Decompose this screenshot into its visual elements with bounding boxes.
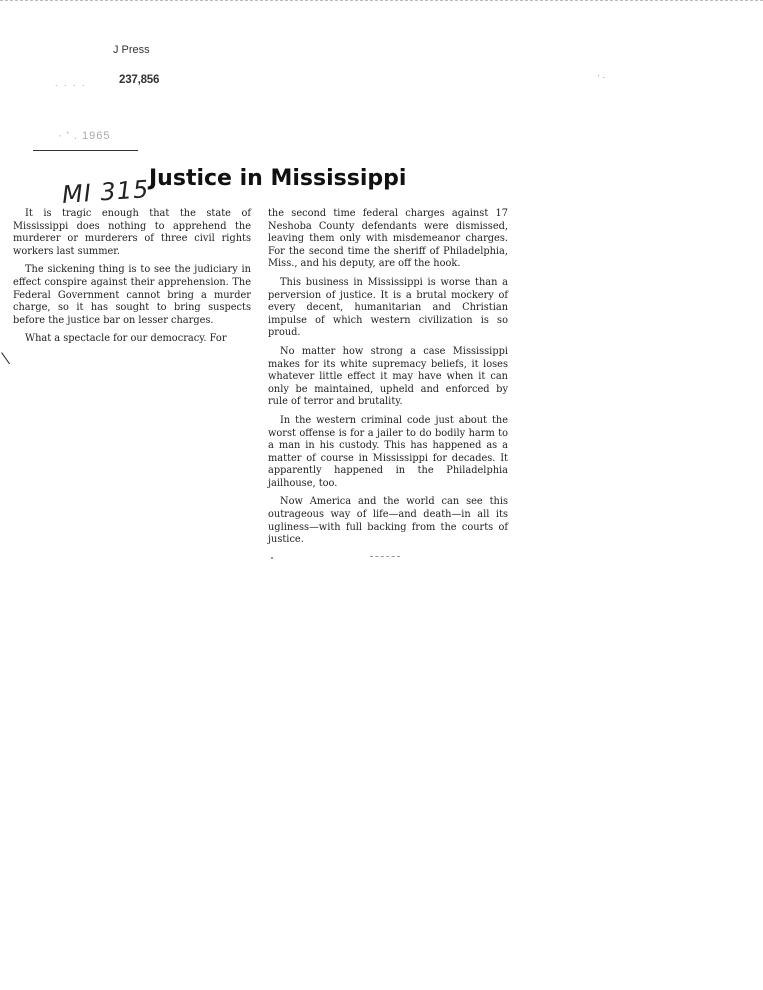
paragraph: It is tragic enough that the state of Mississippi does nothing to apprehend the murderer or murderers of three civil rights workers last summer. <box>13 208 251 257</box>
scan-speck: · . <box>597 70 605 80</box>
paragraph: No matter how strong a case Mississippi makes for its white supremacy beliefs, it loses whatever little effect it may have when it can only be maintained, upheld and enforced by rule of terror and brutality. <box>268 345 508 408</box>
article-end-rule <box>370 556 400 557</box>
date-stamp: · ' . 1965 <box>58 130 111 142</box>
headline: Justice in Mississippi <box>149 166 407 191</box>
paragraph: What a spectacle for our democracy. For <box>25 333 227 345</box>
publication-name: J Press <box>113 44 150 56</box>
scan-top-border <box>0 0 763 3</box>
margin-pencil-mark <box>1 352 11 365</box>
paragraph: This business in Mississippi is worse than a perversion of justice. It is a brutal mockery of every decent, humanitarian and Christian impulse of which western civilization is so proud. <box>268 276 508 339</box>
paragraph: The sickening thing is to see the judiciary in effect conspire against their apprehension. The Federal Government cannot bring a murder charge, so it has sought to bring suspects before the justice bar on lesser charges. <box>13 264 251 326</box>
circulation-leader-dots: . . . . <box>55 78 87 88</box>
paragraph: Now America and the world can see this outrageous way of life—and death—in all its ugliness—with full backing from the courts of justice. <box>268 496 508 546</box>
circulation-figure: 237,856 <box>119 74 160 86</box>
paragraph: In the western criminal code just about the worst offense is for a jailer to do bodily harm to a man in his custody. This has happened as a matter of course in Mississippi for decades. It apparently happened in the Philadelphia jailhouse, too. <box>268 414 508 489</box>
handwritten-file-number: MI 315 <box>61 174 151 210</box>
date-underline <box>33 150 138 151</box>
article-column-left <box>13 208 251 352</box>
scan-speck <box>271 557 273 559</box>
paragraph: the second time federal charges against 17 Neshoba County defendants were dismissed, leaving them only with misdemeanor charges. For the second time the sheriff of Philadelphia, Miss., and his deputy, are off the hook. <box>268 208 508 270</box>
article-column-right <box>268 208 508 553</box>
